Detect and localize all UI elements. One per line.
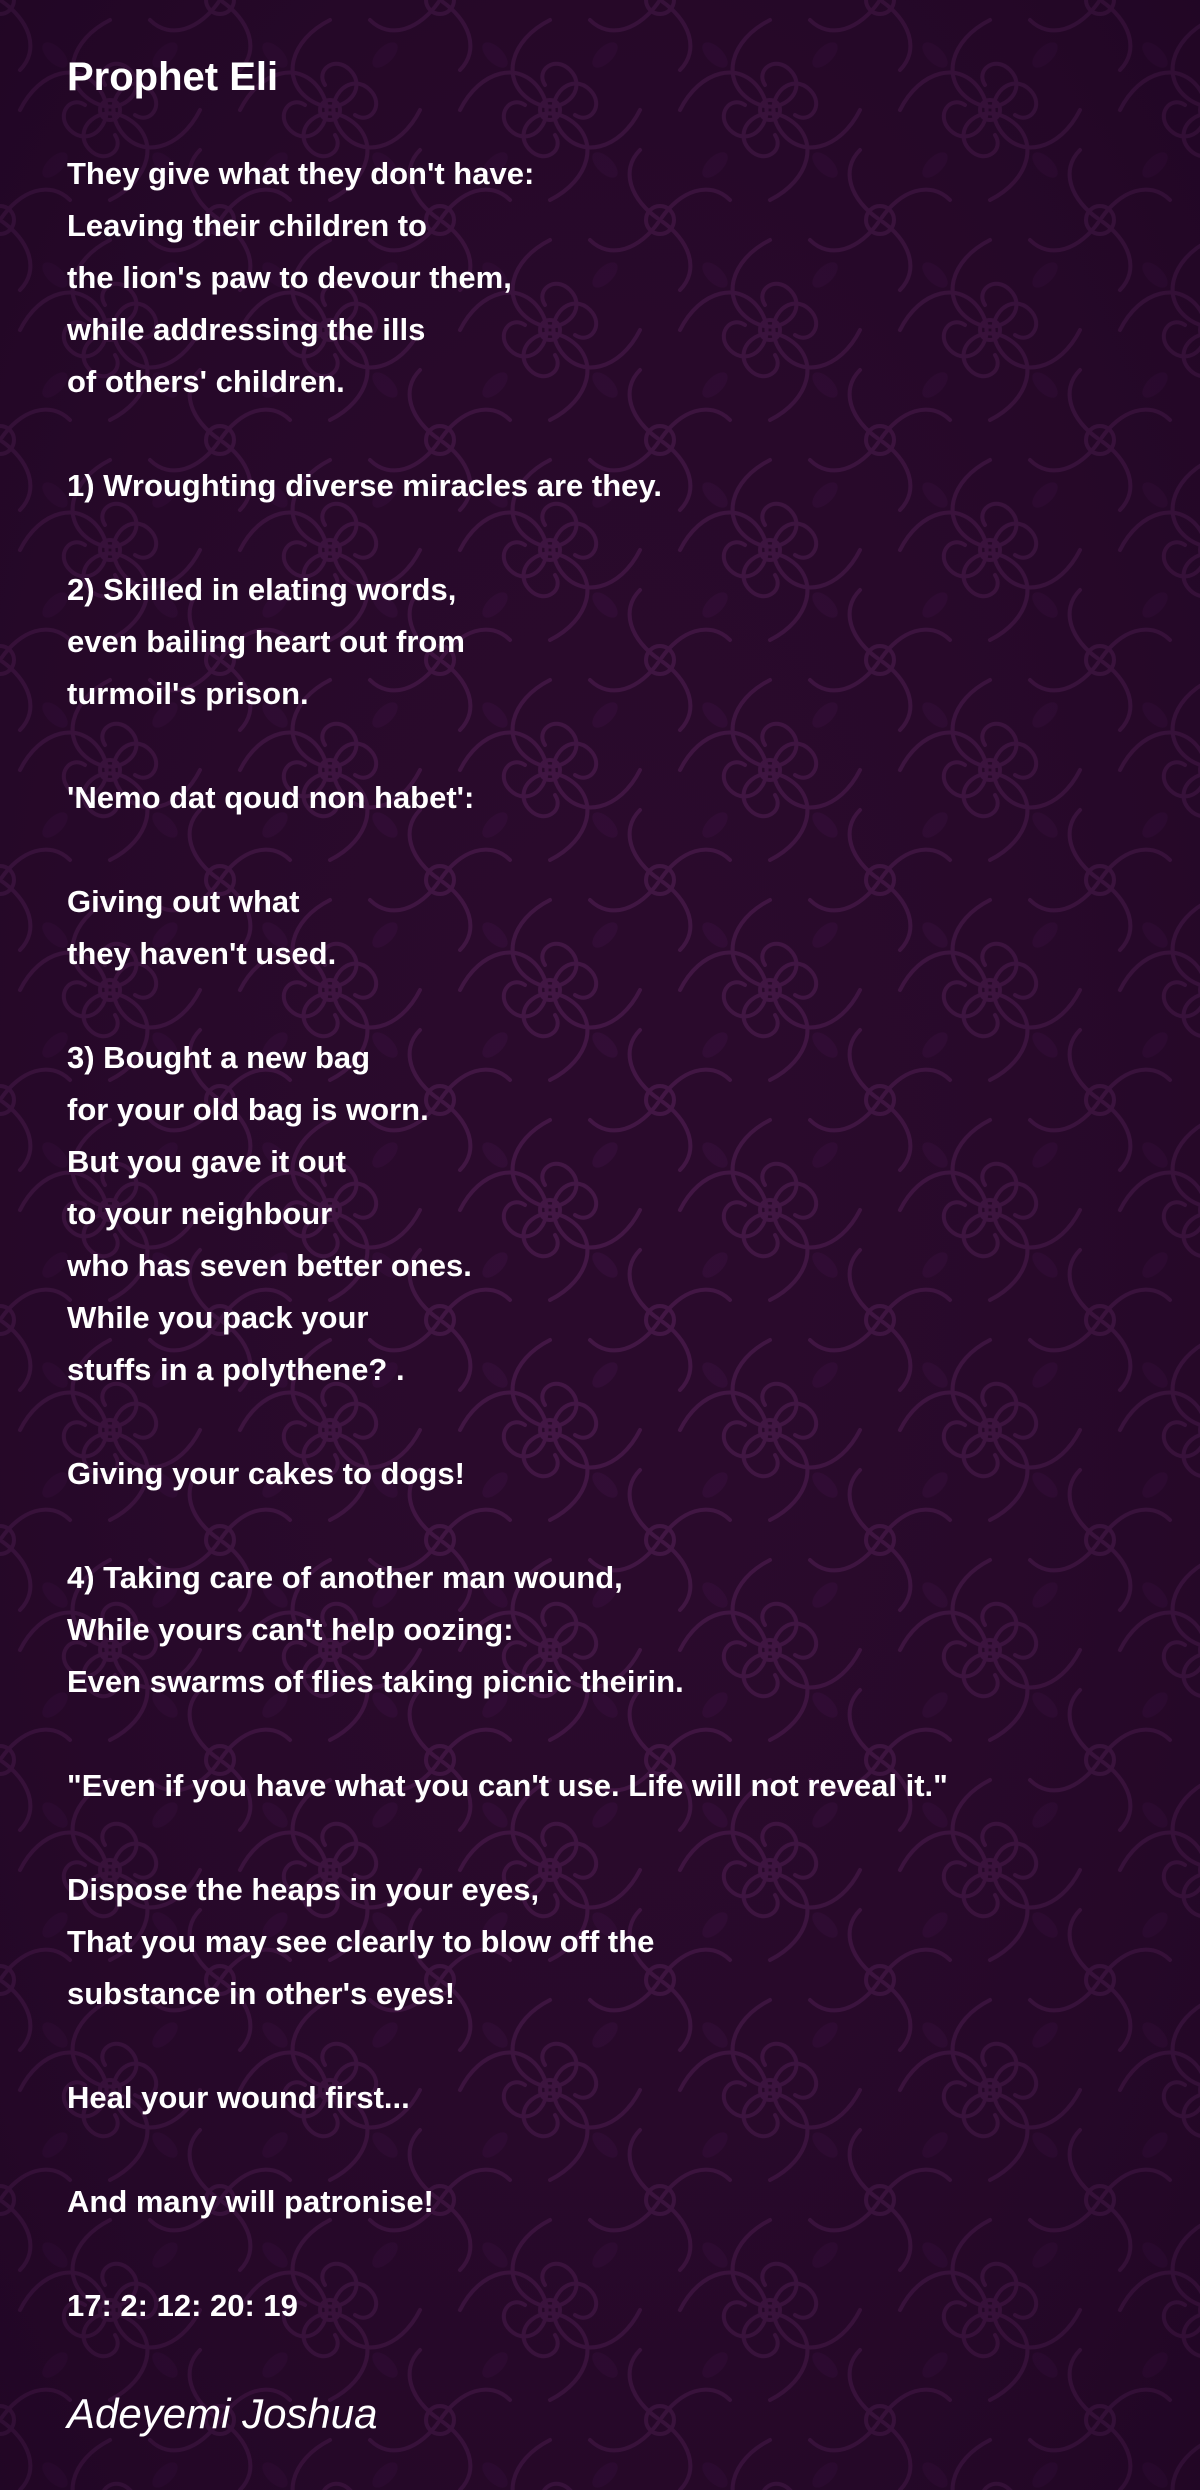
poem-line: Giving out what — [67, 884, 300, 919]
poem-line: 4) Taking care of another man wound, — [67, 1560, 623, 1595]
poem-line: Giving your cakes to dogs! — [67, 1456, 465, 1491]
poem-author: Adeyemi Joshua — [67, 2390, 378, 2437]
poem-line: 17: 2: 12: 20: 19 — [67, 2288, 298, 2323]
stanza-break — [67, 512, 1147, 564]
poem-line: for your old bag is worn. — [67, 1092, 429, 1127]
poem-line: of others' children. — [67, 364, 345, 399]
poem-line: stuffs in a polythene? . — [67, 1352, 405, 1387]
poem-line: turmoil's prison. — [67, 676, 309, 711]
stanza-break — [67, 1396, 1147, 1448]
poem-title: Prophet Eli — [67, 55, 279, 99]
stanza-break — [67, 1708, 1147, 1760]
poem-line: to your neighbour — [67, 1196, 333, 1231]
stanza-break — [67, 408, 1147, 460]
poem-line: "Even if you have what you can't use. Life will not reveal it." — [67, 1768, 948, 1803]
stanza-break — [67, 2124, 1147, 2176]
poem-line: Even swarms of flies taking picnic theirin. — [67, 1664, 684, 1699]
stanza-break — [67, 720, 1147, 772]
poem-line: 1) Wroughting diverse miracles are they. — [67, 468, 662, 503]
poem-line: They give what they don't have: — [67, 156, 535, 191]
poem-line: And many will patronise! — [67, 2184, 434, 2219]
poem-line: While yours can't help oozing: — [67, 1612, 514, 1647]
stanza-break — [67, 2228, 1147, 2280]
poem-line: substance in other's eyes! — [67, 1976, 456, 2011]
poem-line: the lion's paw to devour them, — [67, 260, 512, 295]
poem-line: 'Nemo dat qoud non habet': — [67, 780, 475, 815]
stanza-break — [67, 2020, 1147, 2072]
stanza-break — [67, 980, 1147, 1032]
poem-line: who has seven better ones. — [67, 1248, 472, 1283]
poem-line: That you may see clearly to blow off the — [67, 1924, 655, 1959]
poem-line: But you gave it out — [67, 1144, 346, 1179]
poem-line: they haven't used. — [67, 936, 337, 971]
stanza-break — [67, 824, 1147, 876]
poem-line: 2) Skilled in elating words, — [67, 572, 457, 607]
poem-line: 3) Bought a new bag — [67, 1040, 371, 1075]
poem-line: Heal your wound first... — [67, 2080, 410, 2115]
poem-line: while addressing the ills — [67, 312, 426, 347]
poem-line: even bailing heart out from — [67, 624, 465, 659]
poem-body — [67, 148, 1147, 2332]
poem-line: While you pack your — [67, 1300, 369, 1335]
poem-line: Dispose the heaps in your eyes, — [67, 1872, 540, 1907]
poem-line: Leaving their children to — [67, 208, 427, 243]
stanza-break — [67, 1812, 1147, 1864]
stanza-break — [67, 1500, 1147, 1552]
